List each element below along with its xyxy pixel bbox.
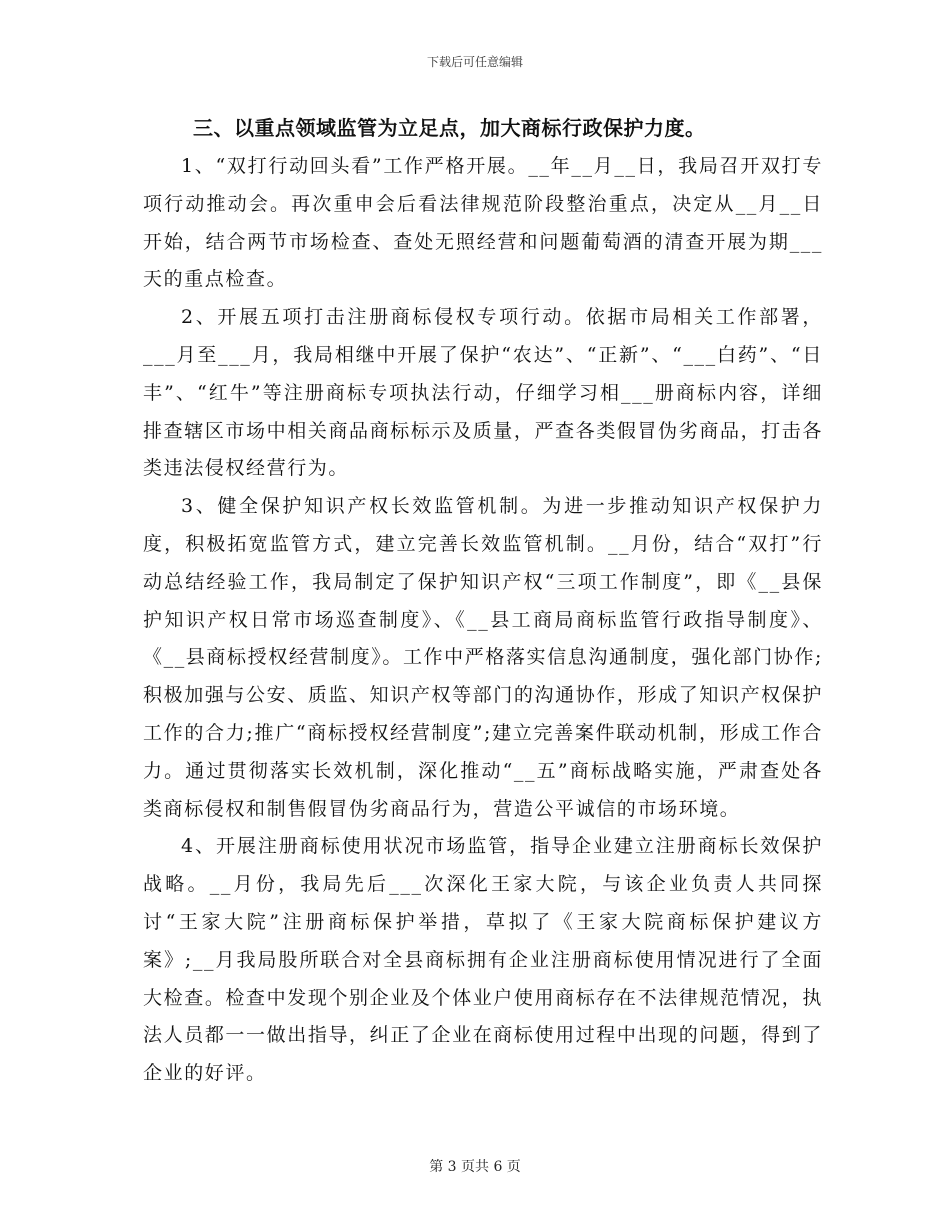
document-body [143, 108, 823, 1093]
paragraph-3: 3、健全保护知识产权长效监管机制。为进一步推动知识产权保护力度，积极拓宽监管方式，建立完善长效监管机制。__月份，结合“双打”行动总结经验工作，我局制定了保护知识产权“三项工作制度”，即《__县保护知识产权日常市场巡查制度》、《__县工商局商标监管行政指导制度》、《__县商标授权经营制度》。工作中严格落实信息沟通制度，强化部门协作;积极加强与公安、质监、知识产权等部门的沟通协作，形成了知识产权保护工作的合力;推广“商标授权经营制度”;建立完善案件联动机制，形成工作合力。通过贯彻落实长效机制，深化推动“__五”商标战略实施，严肃查处各类商标侵权和制售假冒伪劣商品行为，营造公平诚信的市场环境。 [143, 495, 823, 820]
paragraph-4: 4、开展注册商标使用状况市场监管，指导企业建立注册商标长效保护战略。__月份，我局先后___次深化王家大院，与该企业负责人共同探讨“王家大院”注册商标保护举措，草拟了《王家大院商标保护建议方案》;__月我局股所联合对全县商标拥有企业注册商标使用情况进行了全面大检查。检查中发现个别企业及个体业户使用商标存在不法律规范情况，执法人员都一一做出指导，纠正了企业在商标使用过程中出现的问题，得到了企业的好评。 [143, 835, 823, 1085]
paragraph-2: 2、开展五项打击注册商标侵权专项行动。依据市局相关工作部署，___月至___月，我局相继中开展了保护“农达”、“正新”、“___白药”、“日丰”、“红牛”等注册商标专项执法行动，仔细学习相___册商标内容，详细排查辖区市场中相关商品商标标示及质量，严查各类假冒伪劣商品，打击各类违法侵权经营行为。 [143, 306, 823, 480]
paragraph-1: 1、“双打行动回头看”工作严格开展。__年__月__日，我局召开双打专项行动推动会。再次重申会后看法律规范阶段整治重点，决定从__月__日开始，结合两节市场检查、查处无照经营和问题葡萄酒的清查开展为期___天的重点检查。 [143, 155, 823, 291]
page-number: 第 3 页共 6 页 [429, 1159, 521, 1175]
header-note: 下载后可任意编辑 [426, 55, 523, 69]
section-heading: 三、以重点领域监管为立足点，加大商标行政保护力度。 [193, 116, 706, 140]
